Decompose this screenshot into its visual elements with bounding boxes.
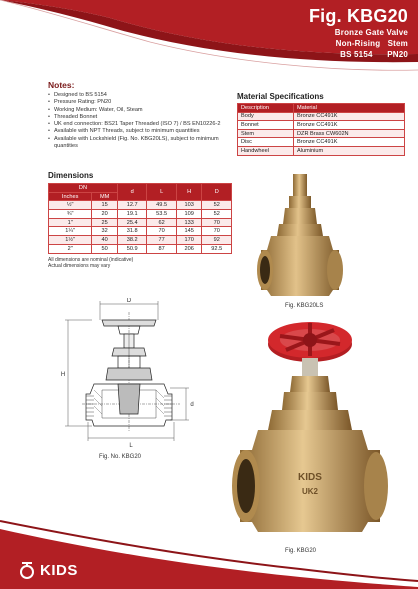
cell: 170 xyxy=(176,236,202,245)
table-row xyxy=(49,227,232,236)
col-l: L xyxy=(147,184,176,201)
table-row xyxy=(238,129,405,138)
kids-logo xyxy=(16,561,78,579)
table-row xyxy=(238,112,405,121)
note-item: • Available with Lockshield (Fig. No. KBG20LS), subject to minimum quantities xyxy=(48,136,238,151)
material-heading: Material Specifications xyxy=(237,92,324,101)
cell: 70 xyxy=(147,227,176,236)
col-mm: MM xyxy=(92,192,118,201)
col-d-large: D xyxy=(202,184,232,201)
cell: 25.4 xyxy=(117,218,146,227)
cell-description: Disc xyxy=(238,138,294,147)
header-title-block xyxy=(309,6,408,60)
cell: 32 xyxy=(92,227,118,236)
cell: 52 xyxy=(202,210,232,219)
table-row xyxy=(49,210,232,219)
note-item: • Available with NPT Threads, subject to minimum quantities xyxy=(48,128,238,135)
cell: 133 xyxy=(176,218,202,227)
cell: 38.2 xyxy=(117,236,146,245)
cell: 31.8 xyxy=(117,227,146,236)
drawing-label-H: H xyxy=(60,372,66,378)
cell: ½" xyxy=(49,201,92,210)
cell-description: Body xyxy=(238,112,294,121)
cast-mark-uk: UK2 xyxy=(301,487,319,496)
cell: 12.7 xyxy=(117,201,146,210)
cell: 1½" xyxy=(49,236,92,245)
note-item: • Threaded Bonnet xyxy=(48,114,238,121)
cell-material: DZR Brass CW602N xyxy=(294,129,405,138)
cell: 53.5 xyxy=(147,210,176,219)
table-header-row xyxy=(238,104,405,113)
table-row xyxy=(49,218,232,227)
cell: 62 xyxy=(147,218,176,227)
cell: 50.9 xyxy=(117,244,146,253)
dimensions-section xyxy=(48,171,232,269)
cell-material: Bronze CC491K xyxy=(294,138,405,147)
cell: 70 xyxy=(202,227,232,236)
technical-drawing xyxy=(58,298,206,450)
photo-caption-main: Fig. KBG20 xyxy=(285,548,317,554)
table-row xyxy=(49,201,232,210)
material-specifications xyxy=(237,92,405,156)
cell: 49.5 xyxy=(147,201,176,210)
table-row xyxy=(238,138,405,147)
table-row xyxy=(49,244,232,253)
cell: 2" xyxy=(49,244,92,253)
subtitle-line1 xyxy=(309,27,408,38)
cell: ¾" xyxy=(49,210,92,219)
photo-caption-lockshield: Fig. KBG20LS xyxy=(285,303,324,309)
drawing-label-d: d xyxy=(190,402,194,408)
subtitle-line3 xyxy=(309,49,408,60)
cast-mark-kids: KIDS xyxy=(298,472,322,483)
drawing-label-L: L xyxy=(129,443,133,449)
table-row xyxy=(238,146,405,155)
dimensions-footnote xyxy=(48,257,232,270)
notes-list xyxy=(48,92,238,150)
cell: 109 xyxy=(176,210,202,219)
footnote-vary: Actual dimensions may vary xyxy=(48,262,111,269)
cell: 1¼" xyxy=(49,227,92,236)
cell-description: Bonnet xyxy=(238,121,294,130)
note-item: • Designed to BS 5154 xyxy=(48,92,238,99)
cell: 19.1 xyxy=(117,210,146,219)
col-dn: DN xyxy=(49,184,118,193)
cell: 1" xyxy=(49,218,92,227)
logo-text: KIDS xyxy=(40,561,78,579)
cell: 50 xyxy=(92,244,118,253)
col-inches: Inches xyxy=(49,192,92,201)
cell: 70 xyxy=(202,218,232,227)
cell: 20 xyxy=(92,210,118,219)
table-row xyxy=(238,121,405,130)
cell-description: Stem xyxy=(238,129,294,138)
subtitle-line2 xyxy=(309,38,408,49)
valve-logo-icon xyxy=(16,561,38,579)
note-item: • Pressure Rating: PN20 xyxy=(48,99,238,106)
cell-material: Bronze CC491K xyxy=(294,112,405,121)
cell: 25 xyxy=(92,218,118,227)
notes-heading: Notes: xyxy=(48,80,75,90)
notes-section xyxy=(48,80,238,150)
cell-description: Handwheel xyxy=(238,146,294,155)
col-description: Description xyxy=(238,104,294,113)
cell: 77 xyxy=(147,236,176,245)
col-h: H xyxy=(176,184,202,201)
note-item: • Working Medium: Water, Oil, Steam xyxy=(48,107,238,114)
subtitle-stem: Stem xyxy=(387,39,408,48)
table-row xyxy=(49,236,232,245)
cell: 206 xyxy=(176,244,202,253)
cell: 92.5 xyxy=(202,244,232,253)
table-header-row xyxy=(49,184,232,193)
subtitle-pressure: PN20 xyxy=(387,50,408,59)
cell: 52 xyxy=(202,201,232,210)
subtitle-stem-type: Non-Rising xyxy=(335,39,381,48)
page-title: Fig. KBG20 xyxy=(308,6,408,26)
col-material: Material xyxy=(294,104,405,113)
drawing-label-D: D xyxy=(126,298,132,304)
footnote-nominal: All dimensions are nominal (indicative) xyxy=(48,256,134,263)
cell: 92 xyxy=(202,236,232,245)
cell: 15 xyxy=(92,201,118,210)
cell: 103 xyxy=(176,201,202,210)
drawing-caption: Fig. No. KBG20 xyxy=(99,454,142,460)
dimensions-table xyxy=(48,183,232,254)
note-item: • UK end connection: BS21 Taper Threaded (ISO 7) / BS EN10226-2 xyxy=(48,121,238,128)
cell: 145 xyxy=(176,227,202,236)
dimensions-heading: Dimensions xyxy=(48,171,94,180)
material-table xyxy=(237,103,405,156)
subtitle-standard: BS 5154 xyxy=(340,50,373,59)
cell: 87 xyxy=(147,244,176,253)
cell: 40 xyxy=(92,236,118,245)
cell-material: Aluminium xyxy=(294,146,405,155)
col-d-small: d xyxy=(117,184,146,201)
valve-photo-lockshield xyxy=(241,172,361,300)
cell-material: Bronze CC491K xyxy=(294,121,405,130)
subtitle-product: Bronze Gate Valve xyxy=(334,28,408,37)
